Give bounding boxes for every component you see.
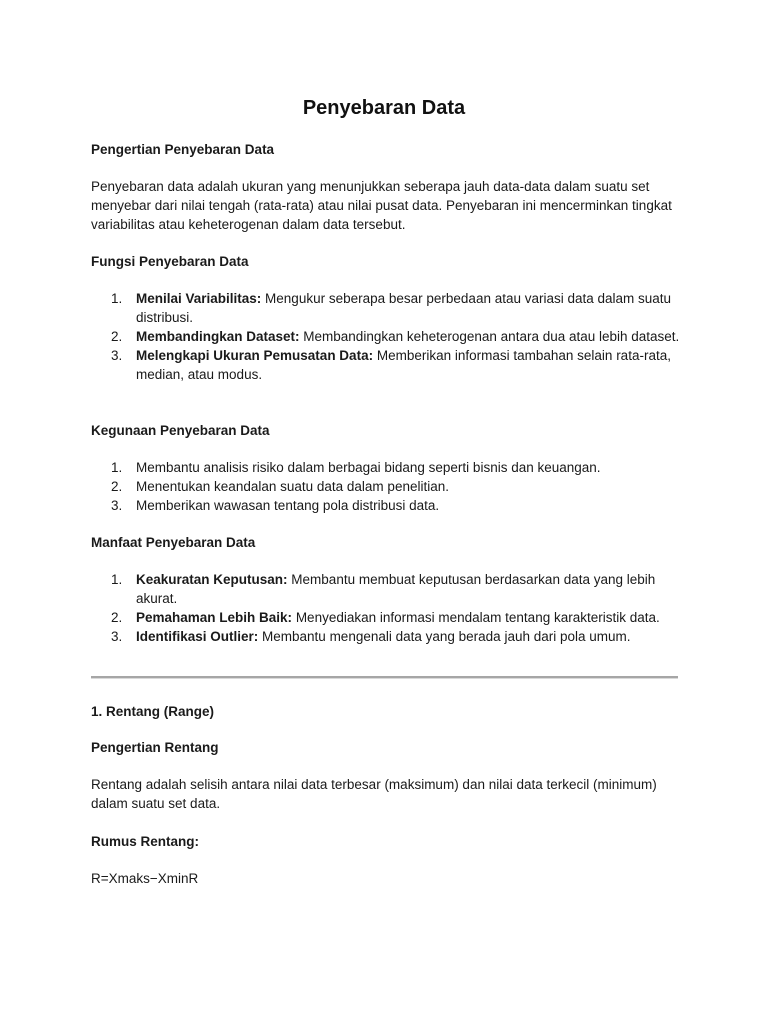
list-item-text: Memberikan informasi tambahan selain rata-rata, median, atau modus.	[136, 348, 671, 382]
list-item-text: Membantu analisis risiko dalam berbagai bidang seperti bisnis dan keuangan.	[136, 460, 601, 475]
list-item-text: Membantu membuat keputusan berdasarkan data yang lebih akurat.	[136, 572, 656, 606]
section-rentang	[91, 702, 681, 721]
list-kegunaan-wrap	[91, 458, 681, 515]
list-fungsi	[91, 289, 681, 384]
list-number: 1.	[111, 572, 123, 587]
list-number: 3.	[111, 348, 123, 363]
list-manfaat	[91, 570, 681, 646]
section-formula	[91, 869, 681, 888]
formula-rentang: R=Xmaks−XminR	[91, 871, 199, 886]
section-manfaat	[91, 533, 681, 552]
paragraph-rentang: Rentang adalah selisih antara nilai data terbesar (maksimum) dan nilai data terkecil (minimum) dalam suatu set data.	[91, 777, 657, 811]
heading-kegunaan: Kegunaan Penyebaran Data	[91, 423, 270, 438]
list-item	[91, 327, 681, 346]
list-item-text: Menyediakan informasi mendalam tentang karakteristik data.	[292, 610, 660, 625]
list-fungsi-wrap	[91, 289, 681, 384]
list-item	[91, 496, 681, 515]
section-rentang-sub	[91, 738, 681, 757]
list-number: 2.	[111, 479, 123, 494]
section-pengertian	[91, 140, 681, 159]
list-number: 2.	[111, 329, 123, 344]
list-item	[91, 458, 681, 477]
list-item-term: Identifikasi Outlier:	[136, 629, 259, 644]
list-number: 1.	[111, 291, 123, 306]
heading-pengertian-rentang: Pengertian Rentang	[91, 740, 219, 755]
heading-pengertian: Pengertian Penyebaran Data	[91, 142, 275, 157]
list-item	[91, 627, 681, 646]
list-item	[91, 346, 681, 384]
section-rumus	[91, 832, 681, 851]
list-item	[91, 608, 681, 627]
heading-rentang: 1. Rentang (Range)	[91, 704, 215, 719]
list-number: 3.	[111, 498, 123, 513]
list-number: 1.	[111, 460, 123, 475]
list-item-term: Melengkapi Ukuran Pemusatan Data:	[136, 348, 374, 363]
list-kegunaan	[91, 458, 681, 515]
paragraph-pengertian: Penyebaran data adalah ukuran yang menunjukkan seberapa jauh data-data dalam suatu set menyebar dari nilai tengah (rata-rata) atau nilai pusat data. Penyebaran ini mencerminkan tingkat variabilitas atau keheterogenan dalam data tersebut.	[91, 179, 672, 232]
horizontal-divider	[91, 676, 678, 679]
list-manfaat-wrap	[91, 570, 681, 646]
list-item-term: Keakuratan Keputusan:	[136, 572, 288, 587]
section-fungsi	[91, 252, 681, 271]
list-item-text: Memberikan wawasan tentang pola distribusi data.	[136, 498, 440, 513]
heading-manfaat: Manfaat Penyebaran Data	[91, 535, 256, 550]
section-rentang-body	[91, 775, 681, 813]
list-item-term: Membandingkan Dataset:	[136, 329, 300, 344]
list-item	[91, 570, 681, 608]
list-item	[91, 289, 681, 327]
list-item-text: Menentukan keandalan suatu data dalam penelitian.	[136, 479, 449, 494]
list-item-text: Membandingkan keheterogenan antara dua atau lebih dataset.	[299, 329, 680, 344]
section-kegunaan	[91, 421, 681, 440]
section-pengertian-body	[91, 177, 681, 234]
heading-fungsi: Fungsi Penyebaran Data	[91, 254, 249, 269]
list-item-text: Mengukur seberapa besar perbedaan atau variasi data dalam suatu distribusi.	[136, 291, 672, 325]
list-item-term: Pemahaman Lebih Baik:	[136, 610, 293, 625]
list-item-text: Membantu mengenali data yang berada jauh dari pola umum.	[258, 629, 631, 644]
list-item-term: Menilai Variabilitas:	[136, 291, 262, 306]
heading-rumus-rentang: Rumus Rentang:	[91, 834, 199, 849]
document-title: Penyebaran Data	[302, 97, 466, 119]
list-item	[91, 477, 681, 496]
list-number: 3.	[111, 629, 123, 644]
list-number: 2.	[111, 610, 123, 625]
